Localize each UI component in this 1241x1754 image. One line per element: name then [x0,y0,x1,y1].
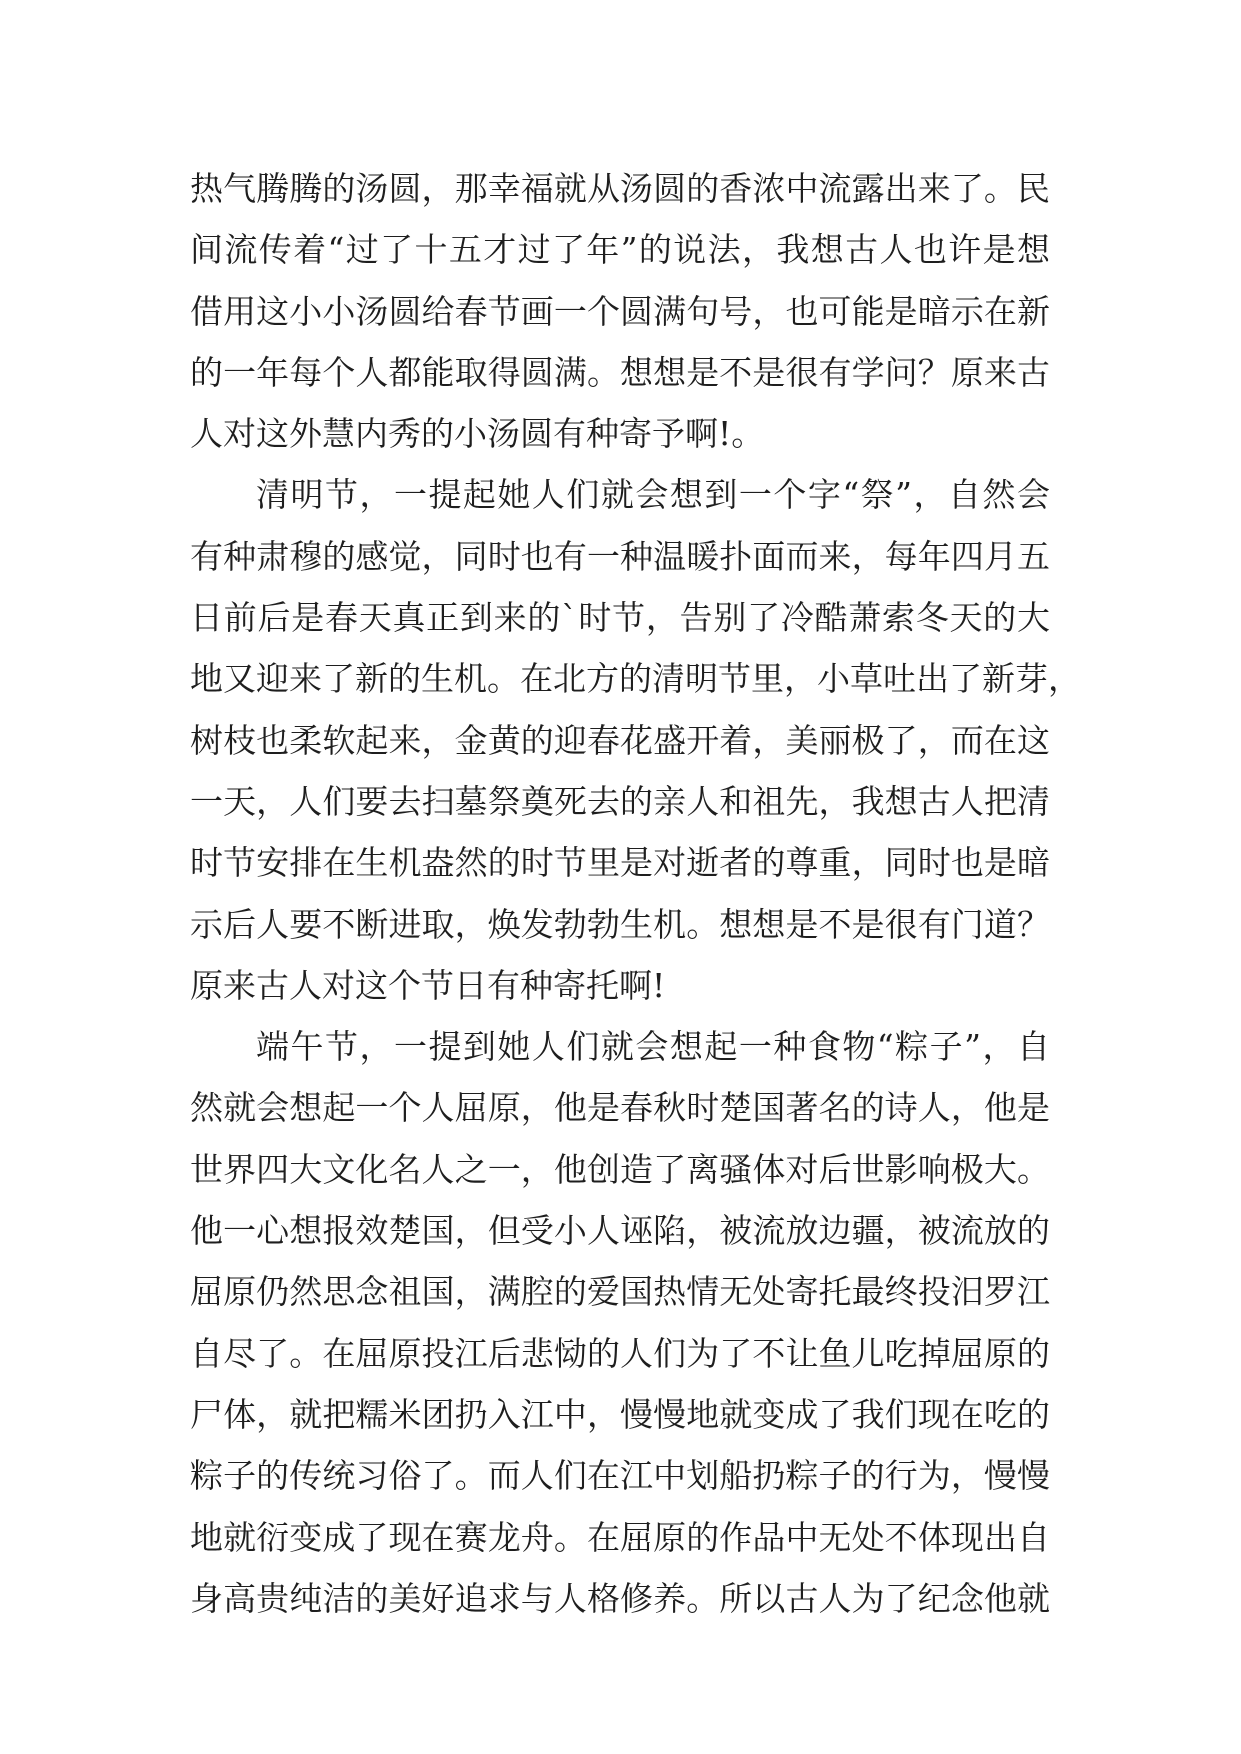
text-line: 一天，人们要去扫墓祭奠死去的亲人和祖先，我想古人把清 [190,781,1050,821]
text-line: 自尽了。在屈原投江后悲恸的人们为了不让鱼儿吃掉屈原的 [190,1333,1050,1373]
paragraph-first-line: 清明节，一提起她人们就会想到一个字“祭”，自然会 [256,475,1050,515]
text-line: 原来古人对这个节日有种寄托啊! [190,965,666,1005]
text-line: 时节安排在生机盎然的时节里是对逝者的尊重，同时也是暗 [190,843,1050,883]
text-line: 示后人要不断进取，焕发勃勃生机。想想是不是很有门道？ [190,904,1050,944]
document-body [190,158,1081,1629]
text-line: 日前后是春天真正到来的`时节，告别了冷酷萧索冬天的大 [190,598,1050,638]
text-line: 树枝也柔软起来，金黄的迎春花盛开着，美丽极了，而在这 [190,720,1050,760]
text-line: 世界四大文化名人之一，他创造了离骚体对后世影响极大。 [190,1149,1050,1189]
text-line: 地又迎来了新的生机。在北方的清明节里，小草吐出了新芽， [190,659,1081,699]
text-line: 粽子的传统习俗了。而人们在江中划船扔粽子的行为，慢慢 [190,1456,1050,1496]
paragraph-first-line: 端午节，一提到她人们就会想起一种食物“粽子”，自 [256,1027,1050,1067]
text-line: 热气腾腾的汤圆，那幸福就从汤圆的香浓中流露出来了。民 [190,169,1050,208]
text-line: 尸体，就把糯米团扔入江中，慢慢地就变成了我们现在吃的 [190,1394,1050,1434]
text-line: 屈原仍然思念祖国，满腔的爱国热情无处寄托最终投汨罗江 [190,1272,1050,1312]
text-line: 借用这小小汤圆给春节画一个圆满句号，也可能是暗示在新 [190,291,1050,331]
text-line: 然就会想起一个人屈原，他是春秋时楚国著名的诗人，他是 [190,1088,1050,1128]
text-line: 他一心想报效楚国，但受小人诬陷，被流放边疆，被流放的 [190,1211,1050,1251]
text-line: 身高贵纯洁的美好追求与人格修养。所以古人为了纪念他就 [190,1578,1050,1618]
text-line: 的一年每个人都能取得圆满。想想是不是很有学问？原来古 [190,352,1050,392]
text-line: 人对这外慧内秀的小汤圆有种寄予啊!。 [190,414,765,454]
text-line: 间流传着“过了十五才过了年”的说法，我想古人也许是想 [190,230,1050,270]
text-line: 有种肃穆的感觉，同时也有一种温暖扑面而来，每年四月五 [190,536,1050,576]
text-line: 地就衍变成了现在赛龙舟。在屈原的作品中无处不体现出自 [190,1517,1050,1557]
